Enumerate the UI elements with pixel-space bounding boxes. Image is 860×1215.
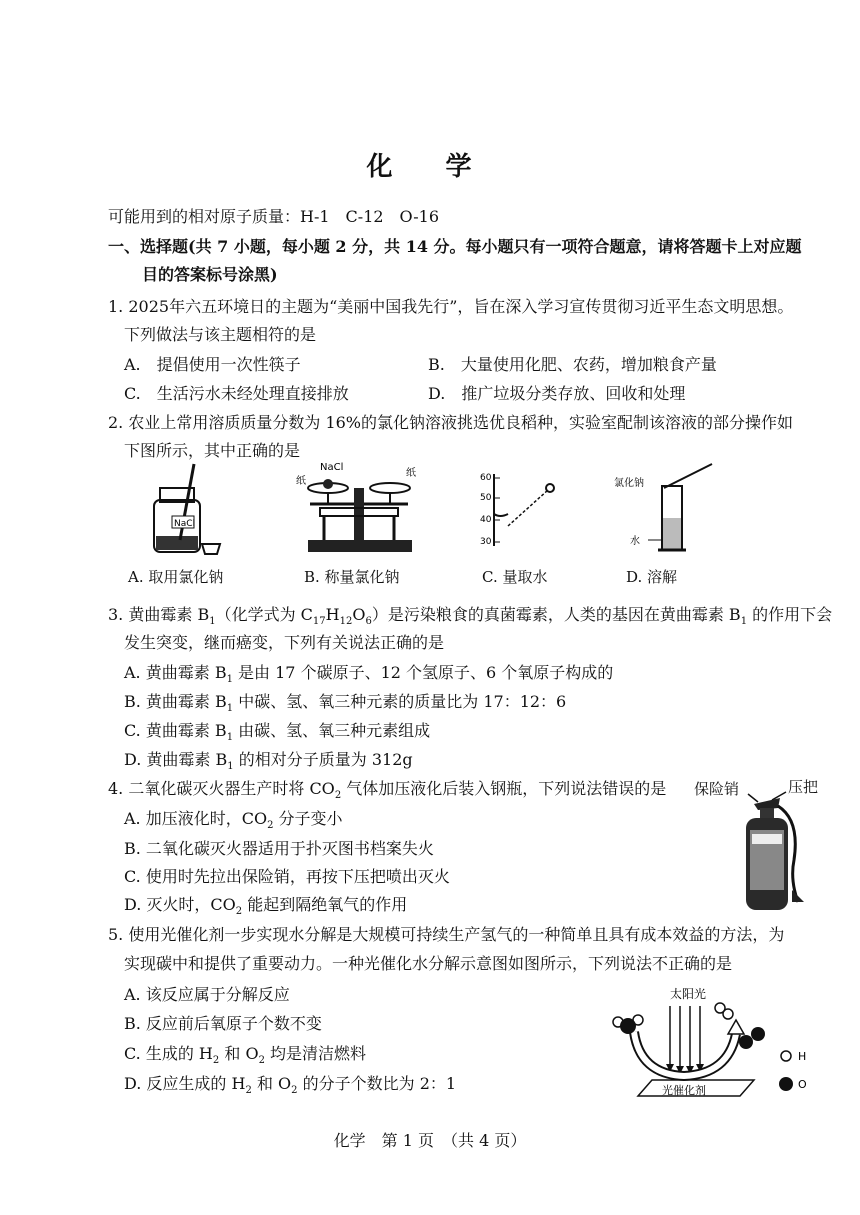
q5-option-b: B. 反应前后氧原子个数不变 (124, 1014, 322, 1033)
tick-60: 60 (480, 473, 492, 483)
section-heading-line1: 一、选择题(共 7 小题，每小题 2 分，共 14 分。每小题只有一项符合题意，请将答题卡上对应题 (108, 237, 802, 256)
q2-stem-line1: 2. 农业上常用溶质质量分数为 16%的氯化钠溶液挑选优良稻种，实验室配制该溶液的部分操作如 (108, 413, 794, 432)
q1-option-b: B. 大量使用化肥、农药，增加粮食产量 (428, 355, 717, 374)
q2-caption-d: D. 溶解 (626, 568, 678, 586)
q2-caption-c: C. 量取水 (482, 568, 548, 586)
q4-option-d: D. 灭火时，$CO_2$ 能起到隔绝氧气的作用 (124, 895, 408, 918)
legend-o-label: O (798, 1078, 807, 1091)
figure-take-nacl (140, 458, 250, 558)
pin-label: 保险销 (694, 780, 740, 798)
q3-option-d: D. 黄曲霉素 $B_1$ 的相对分子质量为 312g (124, 750, 413, 773)
paper-right-label: 纸 (406, 468, 416, 479)
q3-option-b: B. 黄曲霉素 $B_1$ 中碳、氢、氧三种元素的质量比为 17：12：6 (124, 692, 567, 715)
q3-stem-line2: 发生突变，继而癌变，下列有关说法正确的是 (124, 633, 445, 652)
legend-h-label: H (798, 1050, 807, 1063)
page-footer: 化学 第 1 页 （共 4 页） (333, 1131, 527, 1150)
figure-dissolve (612, 458, 722, 558)
q5-option-c: C. 生成的 $H_2$ 和 $O_2$ 均是清洁燃料 (124, 1044, 367, 1067)
catalyst-label: 光催化剂 (662, 1084, 706, 1097)
q4-option-a: A. 加压液化时，$CO_2$ 分子变小 (124, 809, 343, 832)
section-heading-line2: 目的答案标号涂黑) (142, 265, 278, 284)
water-label: 水 (630, 536, 640, 547)
q3-option-c: C. 黄曲霉素 $B_1$ 由碳、氢、氧三种元素组成 (124, 721, 431, 744)
q2-caption-a: A. 取用氯化钠 (128, 568, 224, 586)
atomic-mass-note: 可能用到的相对原子质量：H-1 C-12 O-16 (108, 207, 440, 226)
q2-stem-line2: 下图所示，其中正确的是 (124, 441, 301, 460)
figure-measure-water (478, 470, 578, 550)
q4-stem-line1: 4. 二氧化碳灭火器生产时将 $CO_2$ 气体加压液化后装入钢瓶，下列说法错误的是 (108, 779, 667, 802)
handle-label: 压把 (788, 778, 819, 796)
tick-50: 50 (480, 493, 492, 503)
tick-30: 30 (480, 537, 492, 547)
q5-option-a: A. 该反应属于分解反应 (124, 985, 290, 1004)
q3-option-a: A. 黄曲霉素 $B_1$ 是由 17 个碳原子、12 个氢原子、6 个氧原子构成的 (124, 663, 614, 686)
q3-stem-line1: 3. 黄曲霉素 $B_1$（化学式为 $C_{17}H_{12}O_6$）是污染粮食的真菌霉素，人类的基因在黄曲霉素 $B_1$ 的作用下会 (108, 605, 833, 628)
q1-option-a: A. 提倡使用一次性筷子 (124, 355, 301, 374)
photocatalysis-figure (600, 984, 830, 1104)
q5-stem-line2: 实现碳中和提供了重要动力。一种光催化水分解示意图如图所示，下列说法不正确的是 (124, 954, 733, 973)
q1-stem-line2: 下列做法与该主题相符的是 (124, 325, 317, 344)
figure-balance (290, 458, 430, 558)
sunlight-label: 太阳光 (670, 987, 707, 1001)
q2-caption-b: B. 称量氯化钠 (304, 568, 400, 586)
q4-option-b: B. 二氧化碳灭火器适用于扑灭图书档案失火 (124, 839, 434, 858)
q5-stem-line1: 5. 使用光催化剂一步实现水分解是大规模可持续生产氢气的一种简单且具有成本效益的方法，为 (108, 925, 785, 944)
paper-left-label: 纸 (296, 476, 306, 487)
q5-option-d: D. 反应生成的 $H_2$ 和 $O_2$ 的分子个数比为 2：1 (124, 1074, 457, 1097)
page-title: 化 学 (366, 152, 494, 182)
q1-option-d: D. 推广垃圾分类存放、回收和处理 (428, 384, 686, 403)
bottle-label: NaCl (174, 519, 196, 529)
q1-option-c: C. 生活污水未经处理直接排放 (124, 384, 349, 403)
q4-option-c: C. 使用时先拉出保险销，再按下压把喷出灭火 (124, 867, 450, 886)
balance-nacl-label: NaCl (320, 462, 344, 473)
q1-stem-line1: 1. 2025年六五环境日的主题为“美丽中国我先行”，旨在深入学习宣传贯彻习近平生态文明思想。 (108, 297, 794, 316)
nacl-cn-label: 氯化钠 (614, 478, 644, 489)
fire-extinguisher-figure (728, 790, 828, 914)
tick-40: 40 (480, 515, 492, 525)
